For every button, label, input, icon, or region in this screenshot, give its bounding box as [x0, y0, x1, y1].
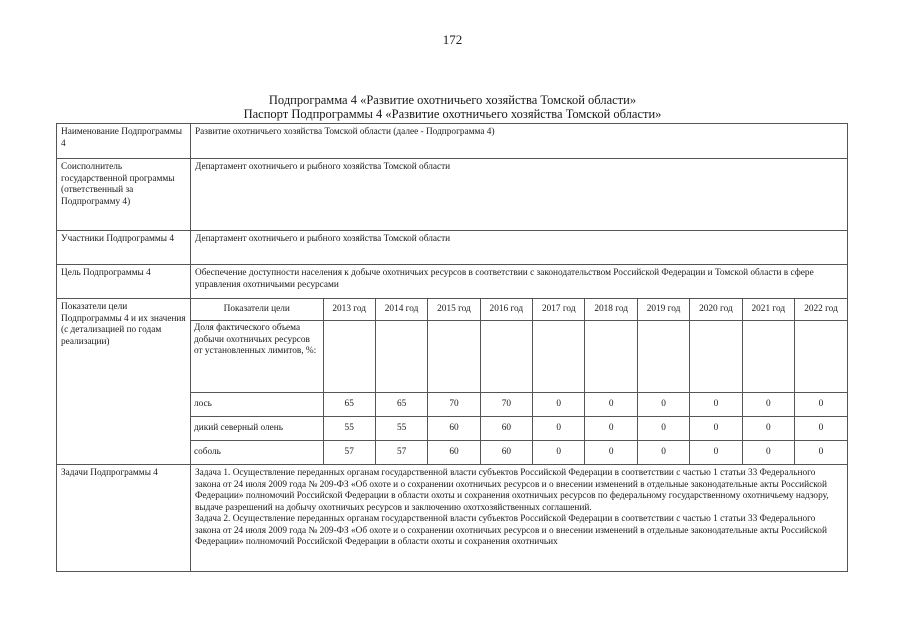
- row-coexecutor-value: Департамент охотничьего и рыбного хозяйства Томской области: [191, 159, 848, 231]
- year-header: 2020 год: [690, 299, 742, 321]
- year-header: 2019 год: [637, 299, 689, 321]
- year-header: 2017 год: [533, 299, 585, 321]
- row-tasks: [57, 465, 848, 572]
- empty-cell: [742, 321, 794, 393]
- passport-table: [56, 123, 848, 572]
- indicator-value: 0: [795, 393, 847, 417]
- indicators-cell: [191, 299, 848, 465]
- passport-title: Паспорт Подпрограммы 4 «Развитие охотничьего хозяйства Томской области»: [243, 107, 662, 121]
- row-indicators-label: Показатели цели Подпрограммы 4 и их значения (с детализацией по годам реализации): [57, 299, 191, 465]
- indicator-value: 60: [428, 417, 480, 441]
- indicator-value: 0: [742, 441, 794, 465]
- indicator-value: 60: [428, 441, 480, 465]
- indicator-value: 0: [585, 393, 637, 417]
- subprogram-title: Подпрограмма 4 «Развитие охотничьего хозяйства Томской области»: [268, 93, 637, 107]
- indicator-row-sable: [191, 441, 847, 465]
- indicator-value: 57: [323, 441, 375, 465]
- indicator-value: 0: [742, 393, 794, 417]
- indicator-value: 60: [480, 417, 532, 441]
- indicator-value: 70: [428, 393, 480, 417]
- indicator-value: 0: [690, 441, 742, 465]
- indicators-header: Показатели цели: [191, 299, 323, 321]
- indicator-value: 0: [637, 393, 689, 417]
- indicator-value: 0: [795, 417, 847, 441]
- indicator-value: 70: [480, 393, 532, 417]
- indicator-value: 0: [585, 441, 637, 465]
- row-tasks-label: Задачи Подпрограммы 4: [57, 465, 191, 572]
- indicator-value: 55: [375, 417, 427, 441]
- indicator-value: 0: [690, 417, 742, 441]
- empty-cell: [795, 321, 847, 393]
- row-name-value: Развитие охотничьего хозяйства Томской области (далее - Подпрограмма 4): [191, 124, 848, 159]
- year-header: 2015 год: [428, 299, 480, 321]
- row-coexecutor-label: Соисполнитель государственной программы (ответственный за Подпрограмму 4): [57, 159, 191, 231]
- indicator-value: 0: [742, 417, 794, 441]
- empty-cell: [428, 321, 480, 393]
- row-participants-label: Участники Подпрограммы 4: [57, 231, 191, 265]
- indicator-row-moose: [191, 393, 847, 417]
- indicator-name: дикий северный олень: [191, 417, 323, 441]
- tasks-text: [195, 468, 843, 568]
- indicators-table: [191, 299, 847, 464]
- indicator-value: 55: [323, 417, 375, 441]
- year-header: 2016 год: [480, 299, 532, 321]
- row-name: [57, 124, 848, 159]
- empty-cell: [585, 321, 637, 393]
- indicator-value: 0: [795, 441, 847, 465]
- year-header: 2021 год: [742, 299, 794, 321]
- indicators-header-row: [191, 299, 847, 321]
- indicator-value: 60: [480, 441, 532, 465]
- indicator-value: 57: [375, 441, 427, 465]
- indicator-value: 65: [323, 393, 375, 417]
- row-coexecutor: [57, 159, 848, 231]
- empty-cell: [375, 321, 427, 393]
- year-header: 2013 год: [323, 299, 375, 321]
- row-goal: [57, 265, 848, 299]
- indicator-description-row: [191, 321, 847, 393]
- empty-cell: [323, 321, 375, 393]
- indicator-value: 0: [690, 393, 742, 417]
- indicator-name: лось: [191, 393, 323, 417]
- year-header: 2014 год: [375, 299, 427, 321]
- row-goal-value: Обеспечение доступности населения к добыче охотничьих ресурсов в соответствии с законодательством Российской Федерации и Томской области в сфере управления охотничьими ресурсами: [191, 265, 848, 299]
- task-2: Задача 2. Осуществление переданных органам государственной власти субъектов Российской Федерации в соответствии с частью 1 статьи 33 Федерального закона от 24 июля 2009 года № 209-ФЗ «Об охоте и о сохранении охотничьих ресурсов и о внесении изменений в отдельные законодательные акты Российской Федерации» полномочий Российской Федерации в области охоты и сохранения охотничьих: [195, 514, 827, 547]
- empty-cell: [533, 321, 585, 393]
- indicator-value: 0: [533, 441, 585, 465]
- indicator-value: 0: [533, 393, 585, 417]
- year-header: 2018 год: [585, 299, 637, 321]
- indicator-value: 0: [637, 417, 689, 441]
- empty-cell: [637, 321, 689, 393]
- task-1: Задача 1. Осуществление переданных органам государственной власти субъектов Российской Федерации в соответствии с частью 1 статьи 33 Федерального закона от 24 июля 2009 года № 209-ФЗ «Об охоте и о сохранении охотничьих ресурсов и о внесении изменений в отдельные законодательные акты Российской Федерации» полномочий Российской Федерации в области охоты и сохранения охотничьих ресурсов по федеральному государственному охотничьему надзору, выдаче разрешений на добычу охотничьих ресурсов и заключению охотхозяйственных соглашений.: [195, 468, 829, 513]
- row-participants-value: Департамент охотничьего и рыбного хозяйства Томской области: [191, 231, 848, 265]
- indicator-value: 0: [637, 441, 689, 465]
- indicator-description: Доля фактического объема добычи охотничьих ресурсов от установленных лимитов, %:: [191, 321, 323, 393]
- indicator-value: 0: [533, 417, 585, 441]
- row-goal-label: Цель Подпрограммы 4: [57, 265, 191, 299]
- row-name-label: Наименование Подпрограммы 4: [57, 124, 191, 159]
- year-header: 2022 год: [795, 299, 847, 321]
- empty-cell: [690, 321, 742, 393]
- empty-cell: [480, 321, 532, 393]
- row-indicators: [57, 299, 848, 465]
- indicator-name: соболь: [191, 441, 323, 465]
- indicator-row-reindeer: [191, 417, 847, 441]
- indicator-value: 65: [375, 393, 427, 417]
- row-tasks-value: [191, 465, 848, 572]
- row-participants: [57, 231, 848, 265]
- page-number: 172: [442, 32, 463, 47]
- indicator-value: 0: [585, 417, 637, 441]
